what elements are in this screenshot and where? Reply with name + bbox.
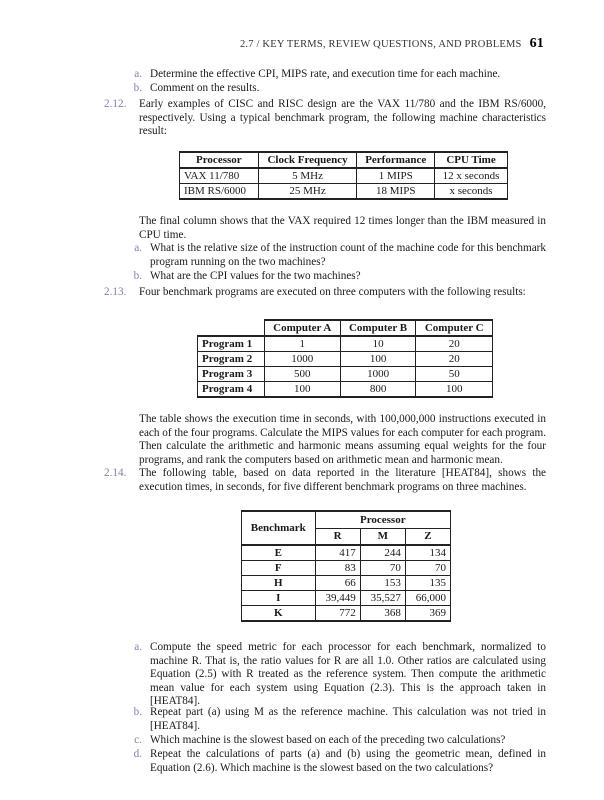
- table-cell: 66,000: [405, 591, 450, 606]
- header-machine-z: Z: [405, 528, 450, 545]
- table-cell: Program 3: [198, 367, 265, 382]
- table-cell: 135: [405, 576, 450, 591]
- part-label-b: b.: [133, 270, 142, 282]
- table-cell: 100: [264, 382, 340, 398]
- table-row: [242, 606, 451, 622]
- table-row: [242, 576, 451, 591]
- header-computer-a: Computer A: [264, 320, 340, 336]
- header-empty: [198, 320, 265, 336]
- problem-2-12-part-a: What is the relative size of the instruction count of the machine code for this benchmark program running on the two machines?: [150, 242, 546, 268]
- machine-characteristics-table: [179, 151, 508, 200]
- benchmark-programs-table: [197, 319, 493, 398]
- problem-2-12-part-b: What are the CPI values for the two machines?: [150, 270, 361, 282]
- part-label-c: c.: [134, 734, 142, 746]
- header-machine-r: R: [315, 528, 360, 545]
- problem-2-12-text: Early examples of CISC and RISC design are the VAX 11/780 and the IBM RS/6000, respectively. Using a typical benchmark program, the following machine characteristics result:: [139, 98, 546, 138]
- table-cell: 66: [315, 576, 360, 591]
- table-row: [198, 382, 493, 398]
- table-cell: 20: [416, 336, 493, 352]
- problem-2-11-part-b: Comment on the results.: [150, 82, 260, 94]
- table-cell: VAX 11/780: [180, 168, 259, 184]
- problem-2-13-text: Four benchmark programs are executed on three computers with the following results:: [139, 286, 526, 298]
- table-cell: F: [242, 561, 316, 576]
- table-cell: 772: [315, 606, 360, 622]
- part-label-a: a.: [134, 68, 142, 80]
- header-processor: Processor: [315, 511, 450, 528]
- problem-2-14-text: The following table, based on data reported in the literature [HEAT84], shows the execution times, in seconds, for five different benchmark programs on three machines.: [139, 467, 546, 493]
- header-benchmark: Benchmark: [242, 511, 316, 545]
- table-cell: Program 1: [198, 336, 265, 352]
- table-cell: 368: [360, 606, 405, 622]
- header-cpu-time: CPU Time: [435, 152, 508, 168]
- table-cell: 100: [416, 382, 493, 398]
- table-cell: H: [242, 576, 316, 591]
- problem-number-2-13: 2.13.: [104, 286, 127, 298]
- header-clock-frequency: Clock Frequency: [258, 152, 357, 168]
- header-performance: Performance: [357, 152, 435, 168]
- table-cell: Program 4: [198, 382, 265, 398]
- table-cell: 417: [315, 545, 360, 561]
- table-cell: K: [242, 606, 316, 622]
- table-cell: 20: [416, 352, 493, 367]
- problem-2-14-part-b: Repeat part (a) using M as the reference machine. This calculation was not tried in [HEAT84].: [150, 706, 546, 732]
- table-cell: 10: [340, 336, 416, 352]
- table-cell: 12 x seconds: [435, 168, 508, 184]
- header-processor: Processor: [180, 152, 259, 168]
- execution-times-table: [241, 510, 451, 622]
- table-cell: 1000: [340, 367, 416, 382]
- table-cell: x seconds: [435, 184, 508, 200]
- header-computer-b: Computer B: [340, 320, 416, 336]
- table-row: [180, 184, 508, 200]
- part-label-b: b.: [133, 706, 142, 718]
- table-row: [242, 591, 451, 606]
- problem-number-2-14: 2.14.: [104, 467, 127, 479]
- table-cell: 369: [405, 606, 450, 622]
- part-label-b: b.: [133, 82, 142, 94]
- table-cell: Program 2: [198, 352, 265, 367]
- table-row: [242, 545, 451, 561]
- table-cell: 1 MIPS: [357, 168, 435, 184]
- table-cell: 25 MHz: [258, 184, 357, 200]
- part-label-a: a.: [134, 641, 142, 653]
- part-label-d: d.: [133, 748, 142, 760]
- table-cell: 39,449: [315, 591, 360, 606]
- table-cell: I: [242, 591, 316, 606]
- header-machine-m: M: [360, 528, 405, 545]
- table-cell: 50: [416, 367, 493, 382]
- table-cell: 153: [360, 576, 405, 591]
- table-cell: 18 MIPS: [357, 184, 435, 200]
- problem-2-14-part-d: Repeat the calculations of parts (a) and (b) using the geometric mean, defined in Equation (2.6). Which machine is the slowest based on the two calculations?: [150, 748, 546, 774]
- table-cell: 500: [264, 367, 340, 382]
- table-cell: 1000: [264, 352, 340, 367]
- problem-2-12-after-text: The final column shows that the VAX required 12 times longer than the IBM measured in CPU time.: [139, 215, 546, 241]
- problem-2-13-after-text: The table shows the execution time in seconds, with 100,000,000 instructions executed in each of the four programs. Calculate the MIPS values for each computer for each program. Then calculate the arithmetic and harmonic means assuming equal weights for the four programs, and rank the computers based on arithmetic mean and harmonic mean.: [139, 413, 546, 466]
- table-row: [198, 352, 493, 367]
- table-row: [180, 168, 508, 184]
- problem-2-14-part-c: Which machine is the slowest based on each of the preceding two calculations?: [150, 734, 506, 746]
- problem-number-2-12: 2.12.: [104, 98, 127, 110]
- running-title: 2.7 / KEY TERMS, REVIEW QUESTIONS, AND PROBLEMS: [239, 39, 522, 50]
- table-cell: IBM RS/6000: [180, 184, 259, 200]
- table-cell: 100: [340, 352, 416, 367]
- problem-2-14-part-a: Compute the speed metric for each processor for each benchmark, normalized to machine R. That is, the ratio values for R are all 1.0. Other ratios are calculated using Equation (2.5) with R treated as the reference system. Then compute the arithmetic mean value for each system using Equation (2.3). This is the approach taken in [HEAT84].: [150, 641, 546, 708]
- table-cell: 1: [264, 336, 340, 352]
- table-cell: 800: [340, 382, 416, 398]
- table-row: [198, 367, 493, 382]
- table-cell: E: [242, 545, 316, 561]
- table-row: [242, 561, 451, 576]
- running-header: [0, 36, 544, 52]
- part-label-a: a.: [134, 242, 142, 254]
- header-computer-c: Computer C: [416, 320, 493, 336]
- table-cell: 35,527: [360, 591, 405, 606]
- table-cell: 70: [405, 561, 450, 576]
- table-cell: 83: [315, 561, 360, 576]
- table-cell: 70: [360, 561, 405, 576]
- page-number: 61: [529, 36, 544, 51]
- table-cell: 244: [360, 545, 405, 561]
- table-cell: 5 MHz: [258, 168, 357, 184]
- table-cell: 134: [405, 545, 450, 561]
- problem-2-11-part-a: Determine the effective CPI, MIPS rate, and execution time for each machine.: [150, 68, 501, 80]
- table-row: [198, 336, 493, 352]
